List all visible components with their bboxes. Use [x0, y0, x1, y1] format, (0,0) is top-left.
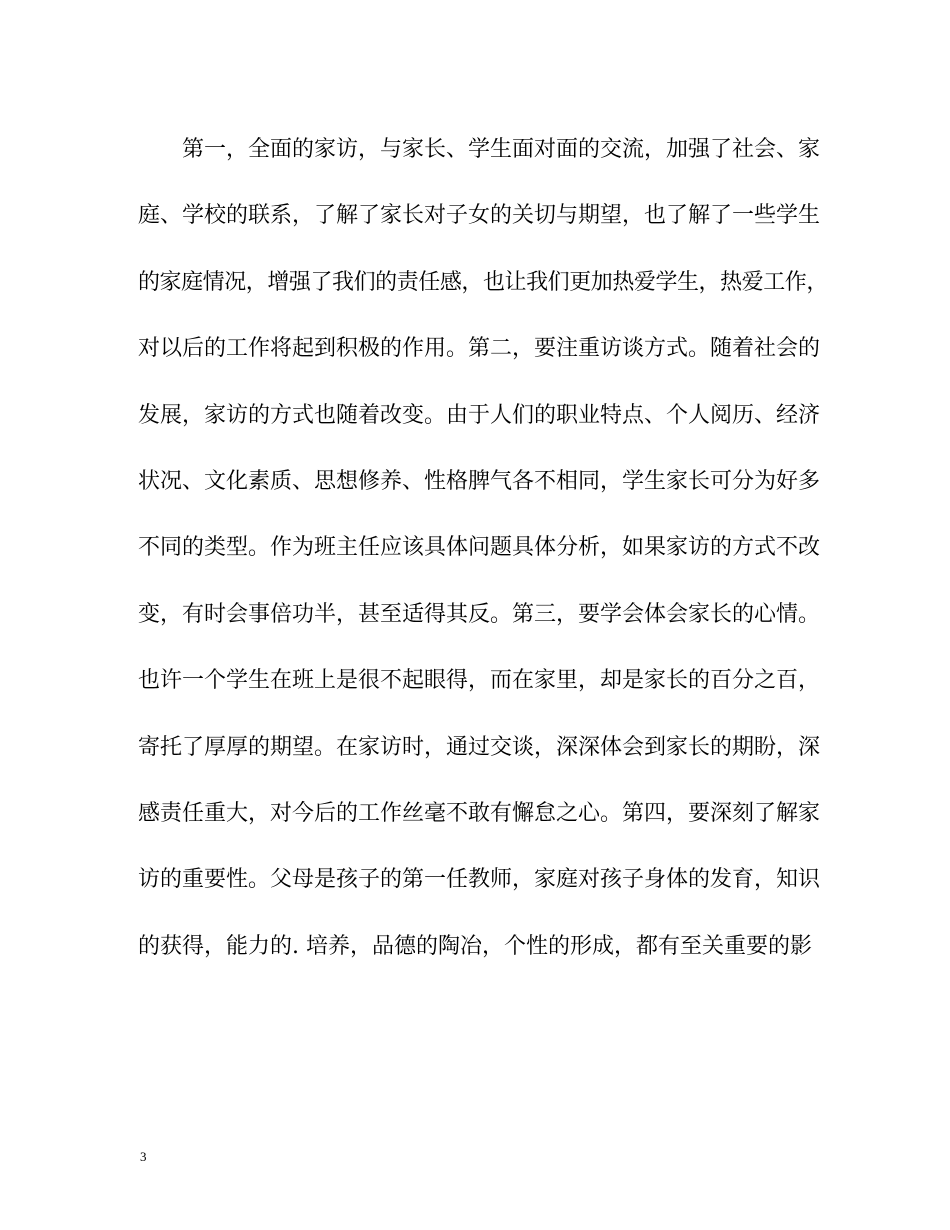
text-line: 的获得，能力的. 培养，品德的陶冶，个性的形成，都有至关重要的影: [138, 933, 812, 959]
text-line: 变，有时会事倍功半，甚至适得其反。第三，要学会体会家长的心情。: [138, 601, 821, 627]
text-line: 也许一个学生在班上是很不起眼得，而在家里，却是家长的百分之百，: [138, 668, 821, 694]
text-line: 寄托了厚厚的期望。在家访时，通过交谈，深深体会到家长的期盼，深: [138, 734, 821, 760]
text-line: 对以后的工作将起到积极的作用。第二，要注重访谈方式。随着社会的: [138, 336, 821, 362]
text-line: 庭、学校的联系，了解了家长对子女的关切与期望，也了解了一些学生: [138, 203, 821, 229]
text-line: 感责任重大，对今后的工作丝毫不敢有懈怠之心。第四，要深刻了解家: [138, 800, 821, 826]
text-line: 不同的类型。作为班主任应该具体问题具体分析，如果家访的方式不改: [138, 535, 821, 561]
text-line: 的家庭情况，增强了我们的责任感，也让我们更加热爱学生，热爱工作，: [138, 269, 828, 295]
text-line: 状况、文化素质、思想修养、性格脾气各不相同，学生家长可分为好多: [138, 468, 821, 494]
page-number: 3: [140, 1149, 147, 1164]
text-line: 第一，全面的家访，与家长、学生面对面的交流，加强了社会、家: [182, 137, 821, 162]
text-line: 访的重要性。父母是孩子的第一任教师，家庭对孩子身体的发育，知识: [138, 867, 821, 893]
paragraph: [138, 138, 828, 1001]
text-line: 发展，家访的方式也随着改变。由于人们的职业特点、个人阅历、经济: [138, 402, 821, 428]
